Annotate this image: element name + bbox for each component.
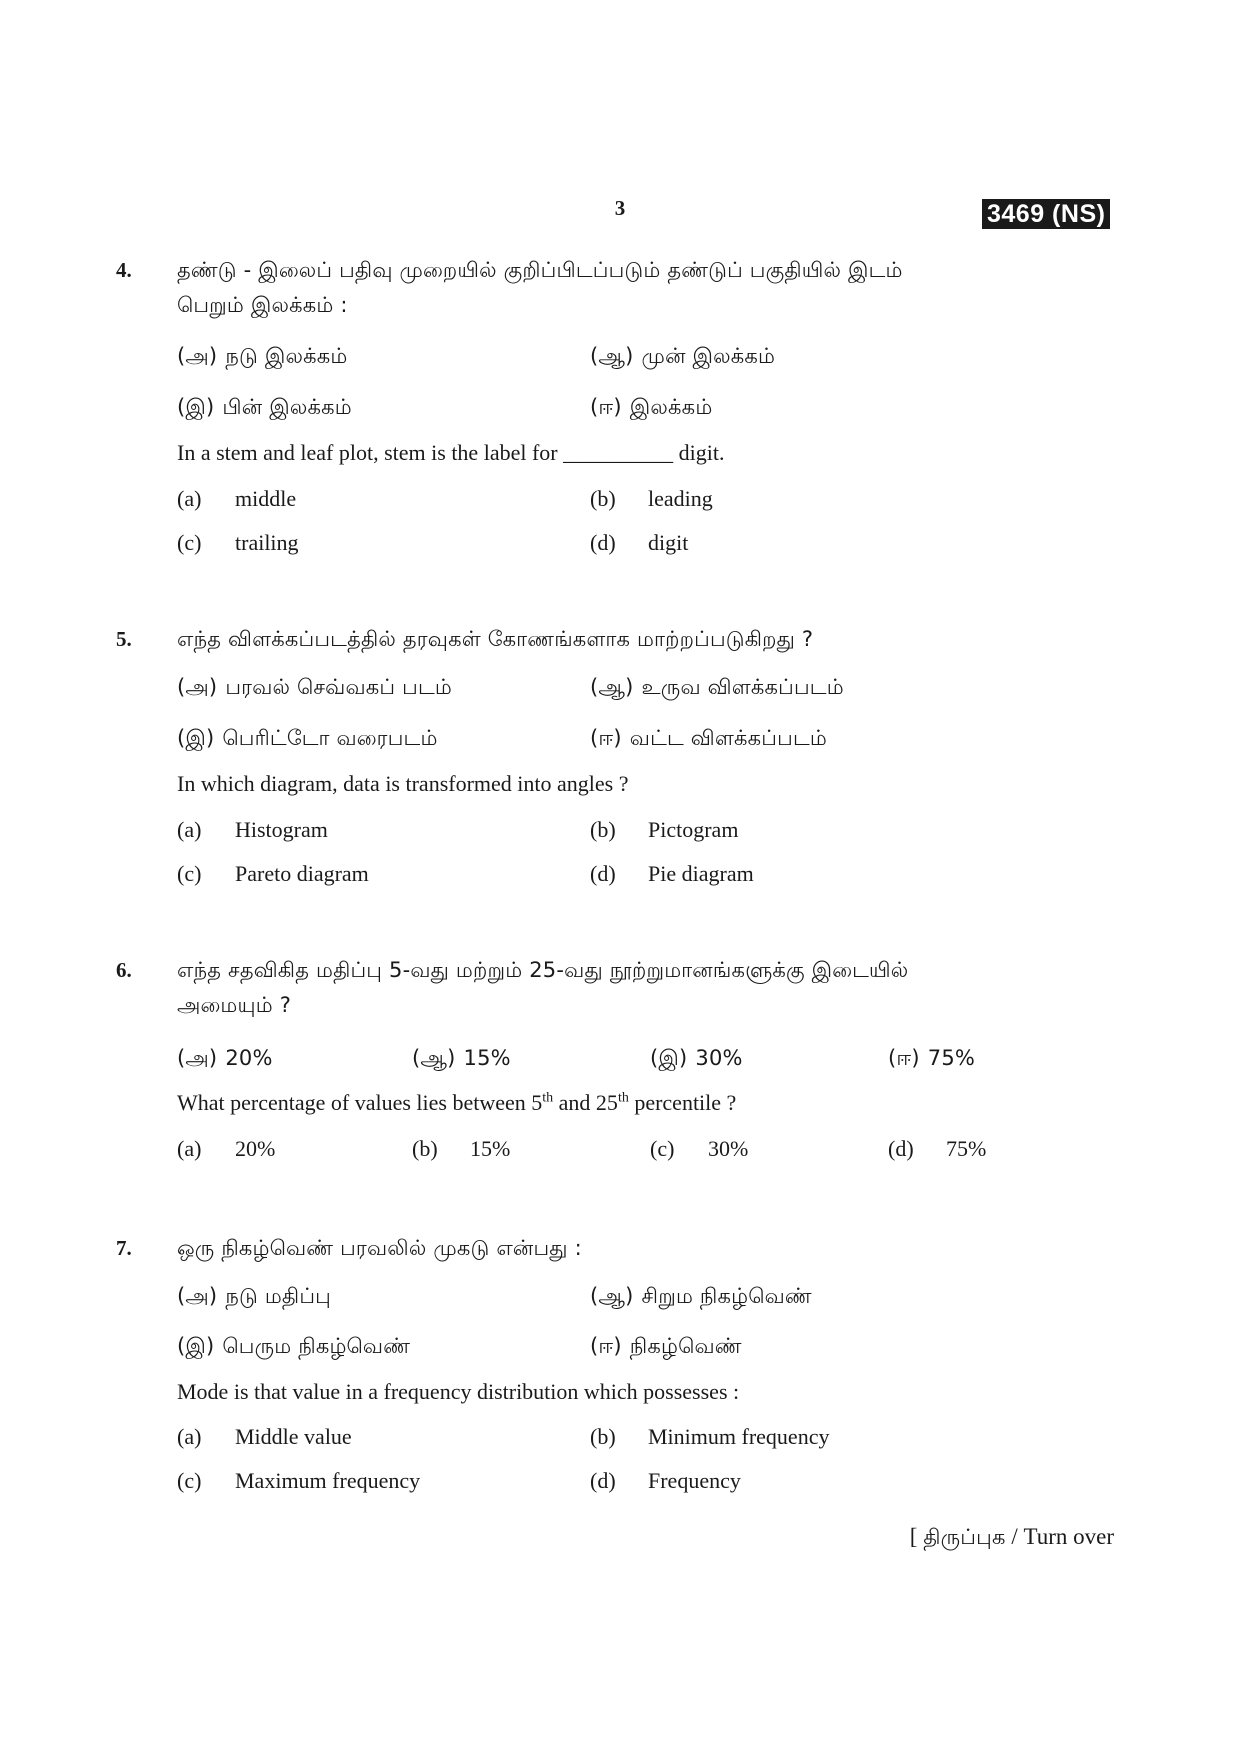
english-option-c[interactable] <box>177 530 299 556</box>
option-label: (அ) <box>177 1046 218 1070</box>
option-label: (c) <box>177 861 202 886</box>
option-text: 15% <box>463 1046 511 1070</box>
option-label: (a) <box>177 817 202 842</box>
option-text: leading <box>648 486 713 511</box>
footer-bracket: [ <box>909 1524 918 1549</box>
option-label: (b) <box>412 1136 438 1161</box>
tamil-option-a[interactable] <box>177 344 347 371</box>
option-label: (ஈ) <box>888 1046 920 1070</box>
tamil-question-line-2: அமையும் ? <box>177 993 292 1017</box>
question-number: 5. <box>116 627 132 651</box>
english-option-d[interactable] <box>888 1136 986 1162</box>
tamil-option-d[interactable] <box>888 1046 975 1073</box>
option-text: Frequency <box>648 1468 741 1493</box>
question-number: 4. <box>116 258 132 282</box>
option-label: (c) <box>177 530 202 555</box>
option-text: 75% <box>946 1136 987 1161</box>
english-option-b[interactable] <box>590 817 738 843</box>
option-label: (c) <box>650 1136 675 1161</box>
option-text: Histogram <box>235 817 328 842</box>
tamil-question-line-1: ஒரு நிகழ்வெண் பரவலில் முகடு என்பது : <box>177 1236 582 1260</box>
option-label: (அ) <box>177 1284 218 1308</box>
english-option-c[interactable] <box>177 1468 420 1494</box>
tamil-option-a[interactable] <box>177 1284 331 1311</box>
option-text: Pie diagram <box>648 861 754 886</box>
option-label: (அ) <box>177 344 218 368</box>
tamil-question-line-2: பெறும் இலக்கம் : <box>177 293 348 317</box>
option-label: (b) <box>590 486 616 511</box>
option-text: Pareto diagram <box>235 861 369 886</box>
english-question: In a stem and leaf plot, stem is the label for __________ digit. <box>177 440 725 465</box>
english-question: Mode is that value in a frequency distribution which possesses : <box>177 1379 740 1404</box>
option-label: (அ) <box>177 675 218 699</box>
option-text: நடு மதிப்பு <box>225 1284 331 1308</box>
tamil-question-line-1: எந்த சதவிகித மதிப்பு 5-வது மற்றும் 25-வது நூற்றுமானங்களுக்கு இடையில் <box>177 958 909 982</box>
option-text: trailing <box>235 530 299 555</box>
option-text: பின் இலக்கம் <box>222 395 352 419</box>
tamil-question-line-1: எந்த விளக்கப்படத்தில் தரவுகள் கோணங்களாக மாற்றப்படுகிறது ? <box>177 627 814 651</box>
question-number: 7. <box>116 1236 132 1260</box>
paper-code-badge: 3469 (NS) <box>982 199 1110 229</box>
tamil-option-d[interactable] <box>590 1334 742 1361</box>
option-text: Minimum frequency <box>648 1424 830 1449</box>
option-text: 15% <box>470 1136 511 1161</box>
english-option-a[interactable] <box>177 486 296 512</box>
english-option-c[interactable] <box>177 861 369 887</box>
option-label: (b) <box>590 1424 616 1449</box>
option-text: 75% <box>927 1046 976 1070</box>
option-text: middle <box>235 486 297 511</box>
option-text: பெரும நிகழ்வெண் <box>222 1334 411 1358</box>
option-text: 20% <box>235 1136 276 1161</box>
english-option-d[interactable] <box>590 1468 741 1494</box>
option-label: (c) <box>177 1468 202 1493</box>
option-text: சிறும நிகழ்வெண் <box>641 1284 812 1308</box>
question-number: 6. <box>116 958 132 982</box>
option-text: பெரிட்டோ வரைபடம் <box>222 726 438 750</box>
tamil-option-b[interactable] <box>412 1046 511 1073</box>
option-label: (ஈ) <box>590 395 622 419</box>
option-label: (b) <box>590 817 616 842</box>
english-option-b[interactable] <box>412 1136 510 1162</box>
option-label: (a) <box>177 1424 202 1449</box>
option-label: (d) <box>590 530 616 555</box>
option-label: (இ) <box>177 1334 215 1358</box>
footer-tamil: திருப்புக <box>923 1525 1006 1549</box>
english-option-d[interactable] <box>590 861 754 887</box>
page-number: 3 <box>614 196 626 220</box>
tamil-option-b[interactable] <box>590 344 775 371</box>
english-option-b[interactable] <box>590 486 713 512</box>
option-label: (d) <box>590 861 616 886</box>
option-text: வட்ட விளக்கப்படம் <box>629 726 827 750</box>
english-option-d[interactable] <box>590 530 688 556</box>
tamil-option-c[interactable] <box>177 1334 410 1361</box>
option-label: (d) <box>888 1136 914 1161</box>
option-label: (a) <box>177 486 202 511</box>
footer-english: Turn over <box>1023 1524 1114 1549</box>
option-text: நடு இலக்கம் <box>225 344 348 368</box>
tamil-option-a[interactable] <box>177 1046 273 1073</box>
english-option-a[interactable] <box>177 817 328 843</box>
tamil-question-line-1: தண்டு - இலைப் பதிவு முறையில் குறிப்பிடப்படும் தண்டுப் பகுதியில் இடம் <box>177 258 903 282</box>
tamil-option-d[interactable] <box>590 395 712 422</box>
option-text: Middle value <box>235 1424 352 1449</box>
option-label: (ஆ) <box>590 675 634 699</box>
option-label: (a) <box>177 1136 202 1161</box>
option-label: (ஆ) <box>590 1284 634 1308</box>
option-label: (இ) <box>177 726 215 750</box>
english-question: What percentage of values lies between 5th and 25th percentile ? <box>177 1090 737 1115</box>
english-option-c[interactable] <box>650 1136 748 1162</box>
option-label: (இ) <box>177 395 215 419</box>
tamil-option-c[interactable] <box>177 395 352 422</box>
english-option-b[interactable] <box>590 1424 829 1450</box>
english-question: In which diagram, data is transformed into angles ? <box>177 771 629 796</box>
option-text: digit <box>648 530 689 555</box>
footer-separator: / <box>1011 1524 1018 1549</box>
option-text: பரவல் செவ்வகப் படம் <box>225 675 452 699</box>
english-option-a[interactable] <box>177 1136 275 1162</box>
tamil-option-c[interactable] <box>177 726 438 753</box>
option-label: (ஆ) <box>590 344 634 368</box>
option-text: 30% <box>695 1046 743 1070</box>
tamil-option-b[interactable] <box>590 675 844 702</box>
option-text: Maximum frequency <box>235 1468 421 1493</box>
turn-over-note <box>910 1524 1114 1552</box>
option-text: நிகழ்வெண் <box>629 1334 742 1358</box>
option-text: முன் இலக்கம் <box>641 344 776 368</box>
tamil-option-a[interactable] <box>177 675 452 702</box>
english-option-a[interactable] <box>177 1424 352 1450</box>
option-text: 30% <box>708 1136 749 1161</box>
option-label: (ஆ) <box>412 1046 456 1070</box>
option-text: உருவ விளக்கப்படம் <box>641 675 844 699</box>
tamil-option-c[interactable] <box>650 1046 743 1073</box>
option-label: (ஈ) <box>590 726 622 750</box>
tamil-option-b[interactable] <box>590 1284 812 1311</box>
option-label: (ஈ) <box>590 1334 622 1358</box>
option-label: (d) <box>590 1468 616 1493</box>
option-text: Pictogram <box>648 817 739 842</box>
option-text: 20% <box>225 1046 273 1070</box>
option-text: இலக்கம் <box>629 395 713 419</box>
option-label: (இ) <box>650 1046 688 1070</box>
tamil-option-d[interactable] <box>590 726 827 753</box>
